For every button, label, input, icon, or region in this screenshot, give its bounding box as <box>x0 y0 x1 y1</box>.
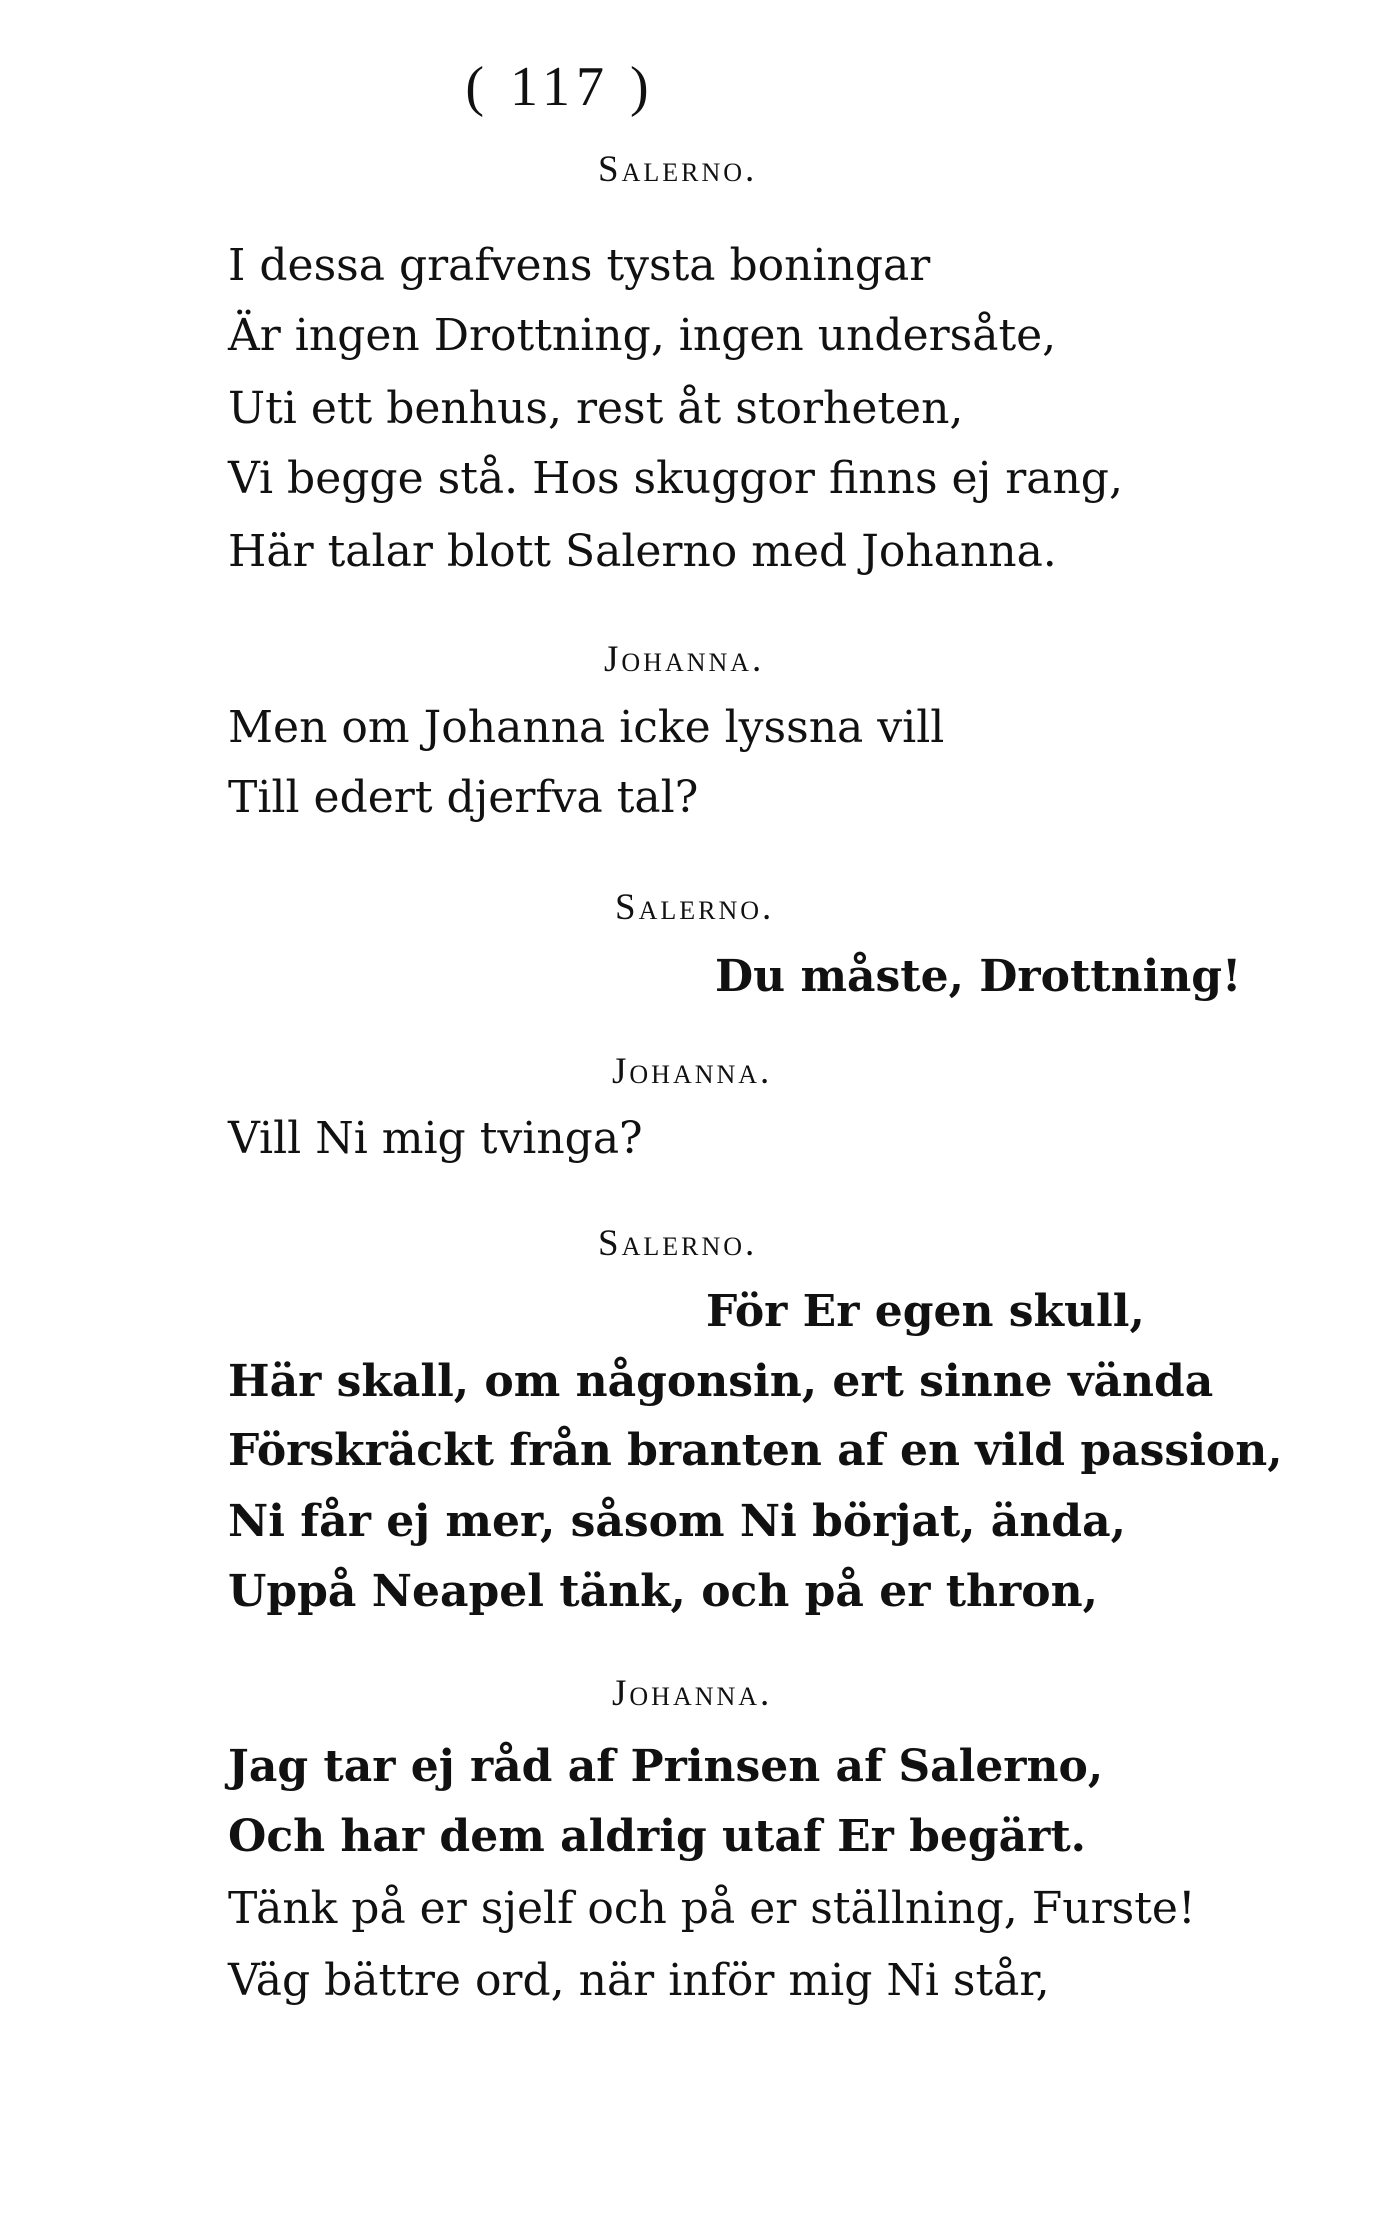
verse-line: Tänk på er sjelf och på er ställning, Furste! <box>228 1883 1196 1934</box>
verse-line: Jag tar ej råd af Prinsen af Salerno, <box>228 1741 1104 1792</box>
verse-line: Vi begge stå. Hos skuggor finns ej rang, <box>228 453 1123 504</box>
speaker-salerno: Salerno. <box>615 887 775 928</box>
verse-line: Väg bättre ord, när inför mig Ni står, <box>228 1955 1050 2006</box>
verse-line: För Er egen skull, <box>706 1286 1145 1337</box>
verse-line: Uppå Neapel tänk, och på er thron, <box>228 1566 1098 1617</box>
verse-line: Här talar blott Salerno med Johanna. <box>228 526 1057 577</box>
verse-line: Uti ett benhus, rest åt storheten, <box>228 383 964 434</box>
verse-line: Förskräckt från branten af en vild passion, <box>228 1425 1283 1476</box>
verse-line: Är ingen Drottning, ingen undersåte, <box>228 310 1057 361</box>
speaker-johanna: Johanna. <box>604 639 765 680</box>
verse-line: Men om Johanna icke lyssna vill <box>228 702 945 753</box>
verse-line: Och har dem aldrig utaf Er begärt. <box>228 1811 1086 1862</box>
verse-line: Här skall, om någonsin, ert sinne vända <box>228 1356 1214 1407</box>
speaker-salerno: Salerno. <box>598 1223 758 1264</box>
page-number: ( 117 ) <box>465 56 655 118</box>
speaker-johanna: Johanna. <box>612 1051 773 1092</box>
speaker-salerno: Salerno. <box>598 149 758 190</box>
verse-line: Ni får ej mer, såsom Ni börjat, ända, <box>228 1496 1126 1547</box>
verse-line: Du måste, Drottning! <box>715 951 1242 1002</box>
verse-line: Till edert djerfva tal? <box>228 772 699 823</box>
speaker-johanna: Johanna. <box>612 1673 773 1714</box>
verse-line: I dessa grafvens tysta boningar <box>228 240 931 291</box>
verse-line: Vill Ni mig tvinga? <box>228 1113 643 1164</box>
